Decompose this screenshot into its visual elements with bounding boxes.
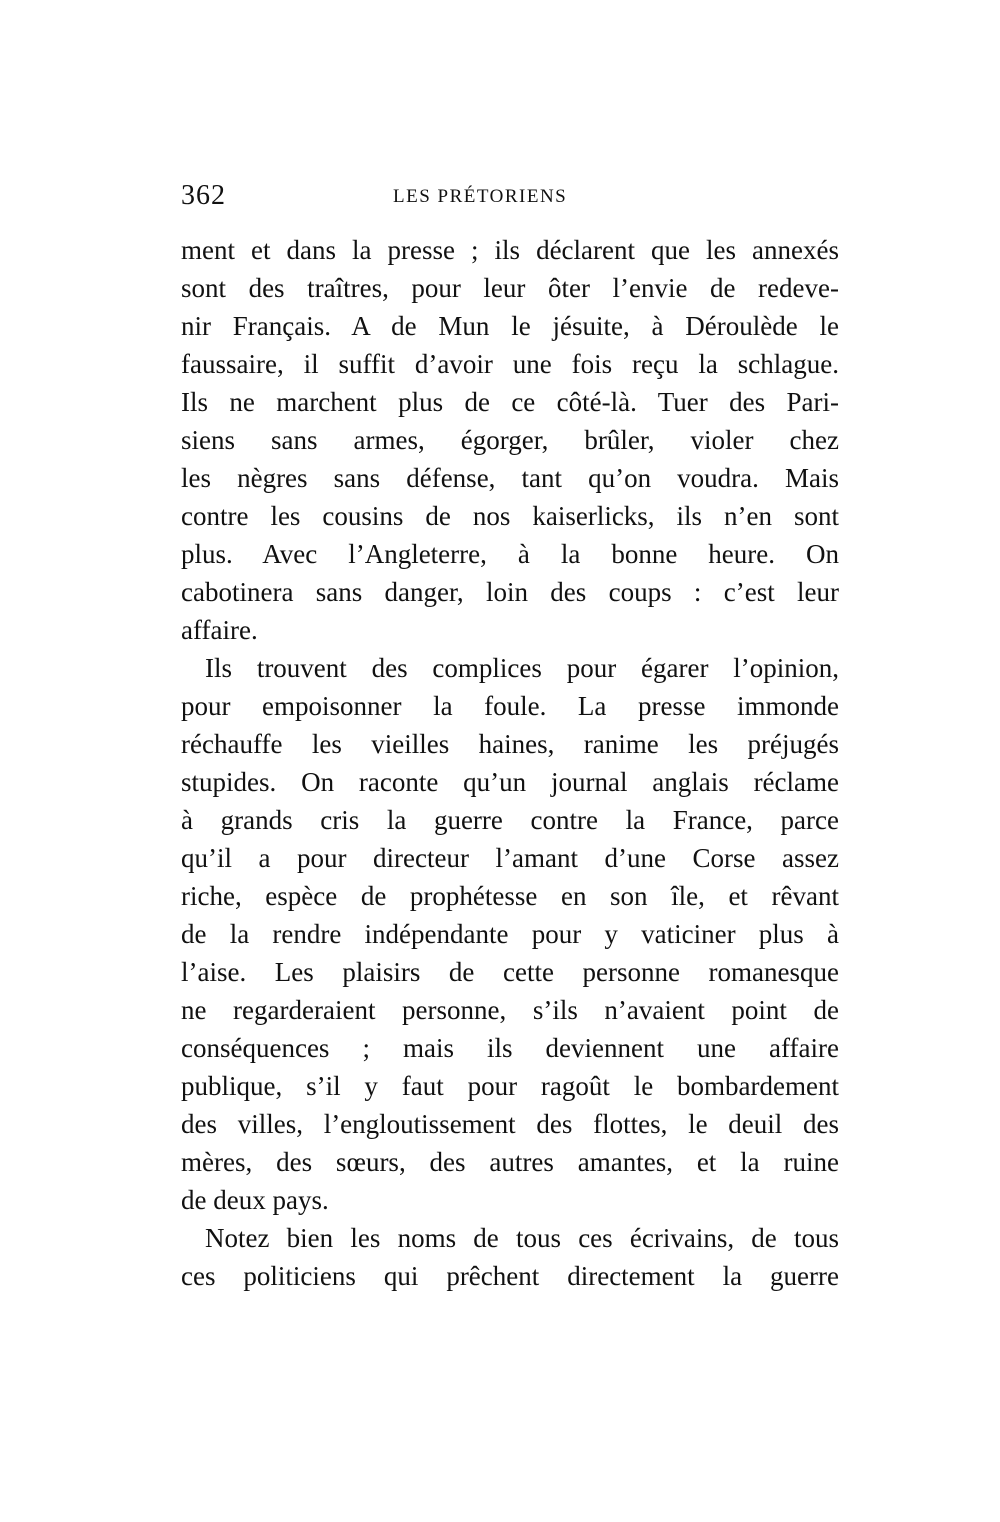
text-line: nir Français. A de Mun le jésuite, à Déroulède le — [181, 311, 839, 341]
paragraph-first-line: Ils trouvent des complices pour égarer l’opinion, — [205, 653, 839, 683]
text-line: siens sans armes, égorger, brûler, violer chez — [181, 425, 839, 455]
text-line: ne regarderaient personne, s’ils n’avaient point de — [181, 995, 839, 1025]
text-line: stupides. On raconte qu’un journal anglais réclame — [181, 767, 839, 797]
text-line: publique, s’il y faut pour ragoût le bombardement — [181, 1071, 839, 1101]
text-line: conséquences ; mais ils deviennent une affaire — [181, 1033, 839, 1063]
text-line: de deux pays. — [181, 1185, 329, 1215]
text-line: l’aise. Les plaisirs de cette personne romanesque — [181, 957, 839, 987]
text-line: ment et dans la presse ; ils déclarent que les annexés — [181, 235, 839, 265]
running-head: LES PRÉTORIENS — [393, 186, 568, 207]
body-text — [181, 231, 839, 1295]
text-line: plus. Avec l’Angleterre, à la bonne heure. On — [181, 539, 839, 569]
page-header — [181, 178, 841, 218]
text-line: les nègres sans défense, tant qu’on voudra. Mais — [181, 463, 839, 493]
text-line: à grands cris la guerre contre la France, parce — [181, 805, 839, 835]
text-line: qu’il a pour directeur l’amant d’une Corse assez — [181, 843, 839, 873]
page-number: 362 — [181, 180, 226, 211]
text-line: affaire. — [181, 615, 258, 645]
text-line: cabotinera sans danger, loin des coups : c’est leur — [181, 577, 839, 607]
text-line: de la rendre indépendante pour y vaticiner plus à — [181, 919, 839, 949]
text-line: des villes, l’engloutissement des flottes, le deuil des — [181, 1109, 839, 1139]
text-line: ces politiciens qui prêchent directement la guerre — [181, 1261, 839, 1291]
text-line: réchauffe les vieilles haines, ranime les préjugés — [181, 729, 839, 759]
text-line: mères, des sœurs, des autres amantes, et la ruine — [181, 1147, 839, 1177]
text-line: Ils ne marchent plus de ce côté-là. Tuer des Pari- — [181, 387, 839, 417]
text-line: sont des traîtres, pour leur ôter l’envie de redeve- — [181, 273, 839, 303]
text-line: faussaire, il suffit d’avoir une fois reçu la schlague. — [181, 349, 839, 379]
paragraph-first-line: Notez bien les noms de tous ces écrivains, de tous — [205, 1223, 839, 1253]
text-line: contre les cousins de nos kaiserlicks, ils n’en sont — [181, 501, 839, 531]
text-line: riche, espèce de prophétesse en son île, et rêvant — [181, 881, 839, 911]
text-line: pour empoisonner la foule. La presse immonde — [181, 691, 839, 721]
